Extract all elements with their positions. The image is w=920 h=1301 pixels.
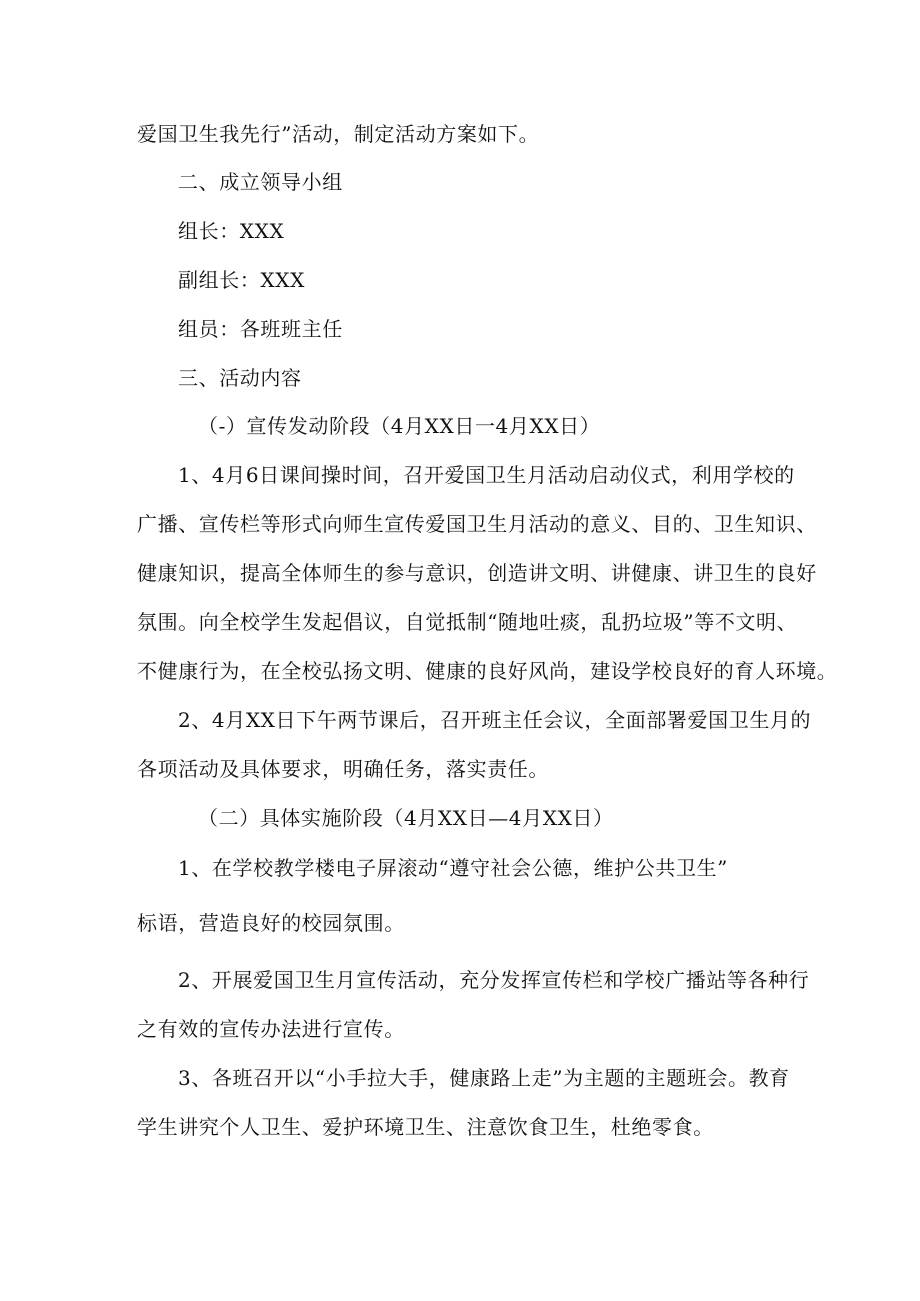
paragraph-line: 3、各班召开以“小手拉大手，健康路上走”为主题的主题班会。教育 [178, 1066, 790, 1090]
subsection-heading: （-）宣传发动阶段（4月XX日一4月XX日） [198, 414, 601, 438]
paragraph-line: 副组长：XXX [178, 268, 305, 292]
paragraph-line: 1、在学校教学楼电子屏滚动“遵守社会公德，维护公共卫生” [178, 856, 728, 880]
paragraph-line: 1、4月6日课间操时间，召开爱国卫生月活动启动仪式，利用学校的 [178, 463, 795, 487]
section-heading: 二、成立领导小组 [178, 170, 343, 194]
paragraph-line: 2、开展爱国卫生月宣传活动，充分发挥宣传栏和学校广播站等各种行 [178, 968, 810, 992]
paragraph-line: 组长：XXX [178, 219, 285, 243]
paragraph-line: 健康知识，提高全体师生的参与意识，创造讲文明、讲健康、讲卫生的良好 [137, 561, 817, 585]
paragraph-line: 组员：各班班主任 [178, 317, 343, 341]
paragraph-line: 广播、宣传栏等形式向师生宣传爱国卫生月活动的意义、目的、卫生知识、 [137, 512, 817, 536]
section-heading: 三、活动内容 [178, 366, 302, 390]
subsection-heading: （二）具体实施阶段（4月XX日—4月XX日） [198, 806, 614, 830]
paragraph-line: 氛围。向全校学生发起倡议，自觉抵制“随地吐痰，乱扔垃圾”等不文明、 [137, 610, 798, 634]
paragraph-line: 标语，营造良好的校园氛围。 [137, 911, 405, 935]
paragraph-line: 学生讲究个人卫生、爱护环境卫生、注意饮食卫生，杜绝零食。 [137, 1115, 714, 1139]
paragraph-line: 各项活动及具体要求，明确任务，落实责任。 [137, 757, 549, 781]
paragraph-line: 爱国卫生我先行”活动，制定活动方案如下。 [137, 122, 540, 146]
paragraph-line: 2、4月XX日下午两节课后，召开班主任会议，全面部署爱国卫生月的 [178, 708, 812, 732]
paragraph-line: 不健康行为，在全校弘扬文明、健康的良好风尚，建设学校良好的育人环境。 [137, 659, 838, 683]
paragraph-line: 之有效的宣传办法进行宣传。 [137, 1017, 405, 1041]
